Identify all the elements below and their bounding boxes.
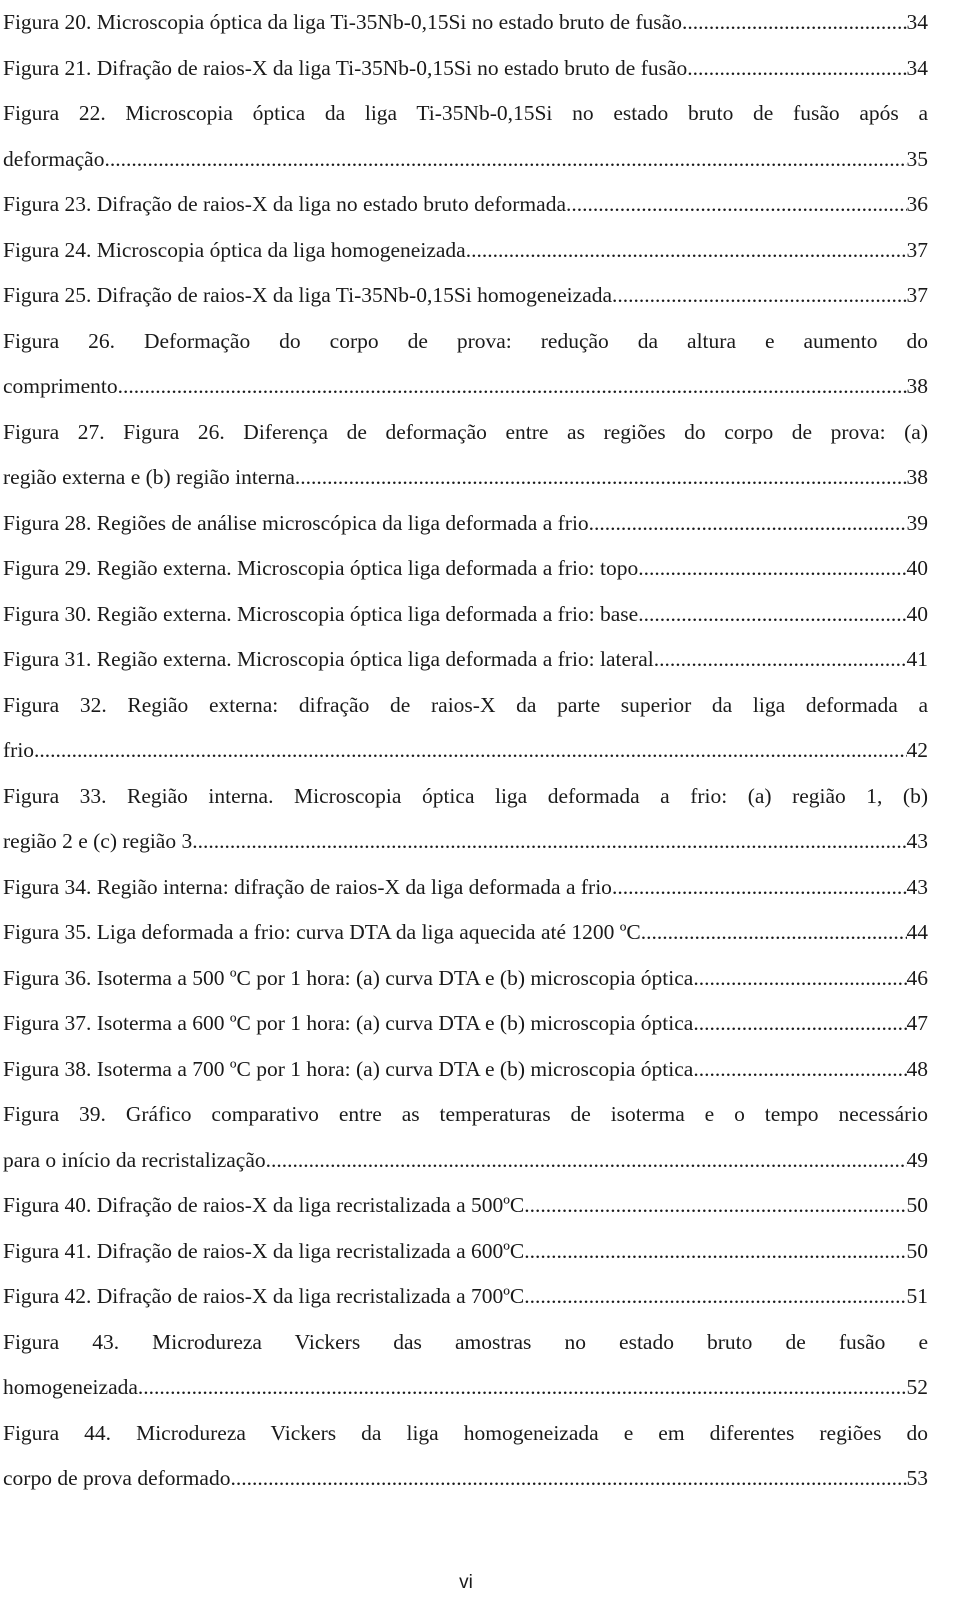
dot-leader [566, 182, 907, 228]
entry-caption-last-line: corpo de prova deformado [3, 1466, 231, 1490]
entry-caption: Figura 31. Região externa. Microscopia óptica liga deformada a frio: lateral [3, 647, 654, 671]
toc-entry[interactable] [3, 46, 928, 92]
dot-leader [638, 592, 906, 638]
entry-caption-last-line: região 2 e (c) região 3 [3, 829, 193, 853]
entry-caption: Figura 40. Difração de raios-X da liga recristalizada a 500ºC [3, 1193, 525, 1217]
dot-leader [34, 728, 906, 774]
toc-entry[interactable] [3, 501, 928, 547]
entry-page-number: 43 [906, 874, 928, 899]
dot-leader [138, 1365, 907, 1411]
toc-entry[interactable] [3, 1001, 928, 1047]
entry-page-number: 34 [906, 10, 928, 34]
dot-leader [682, 0, 907, 46]
toc-entry[interactable] [3, 1229, 928, 1275]
entry-page-number: 35 [906, 146, 928, 171]
dot-leader [594, 501, 906, 547]
dot-leader [687, 46, 906, 92]
entry-page-number: 51 [906, 1284, 928, 1308]
entry-page-number: 49 [906, 1147, 928, 1172]
entry-page-number: 37 [906, 237, 928, 262]
toc-entry[interactable] [3, 273, 928, 319]
toc-entry[interactable] [3, 1411, 928, 1502]
toc-entry[interactable] [3, 683, 928, 774]
entry-caption-first-line: Figura 39. Gráfico comparativo entre as temperaturas de isoterma e o tempo necessário [3, 1102, 928, 1126]
toc-entry[interactable] [3, 910, 928, 956]
entry-caption-last-line: frio [3, 738, 35, 762]
entry-page-number: 50 [906, 1238, 928, 1263]
toc-entry[interactable] [3, 319, 928, 410]
entry-page-number: 46 [906, 965, 928, 990]
entry-caption-last-line: para o início da recristalização [3, 1147, 266, 1172]
entry-page-number: 36 [906, 192, 928, 216]
entry-page-number: 48 [906, 1056, 928, 1081]
dot-leader [612, 273, 906, 319]
toc-entry[interactable] [3, 1183, 928, 1229]
toc-entry[interactable] [3, 546, 928, 592]
entry-caption: Figura 34. Região interna: difração de raios-X da liga deformada a frio [3, 874, 612, 899]
entry-page-number: 52 [906, 1375, 928, 1399]
toc-entry[interactable] [3, 865, 928, 911]
dot-leader [118, 364, 907, 410]
toc-entry[interactable] [3, 91, 928, 182]
entry-page-number: 42 [906, 738, 928, 762]
toc-entry[interactable] [3, 1320, 928, 1411]
entry-caption: Figura 30. Região externa. Microscopia óptica liga deformada a frio: base [3, 601, 639, 626]
entry-page-number: 43 [906, 829, 928, 853]
entry-caption-last-line: deformação [3, 146, 105, 171]
dot-leader [693, 1001, 906, 1047]
dot-leader [654, 637, 907, 683]
entry-caption-last-line: região externa e (b) região interna [3, 465, 295, 489]
entry-page-number: 37 [906, 283, 928, 307]
dot-leader [524, 1274, 906, 1320]
toc-entry[interactable] [3, 410, 928, 501]
dot-leader [104, 137, 906, 183]
toc-entry[interactable] [3, 1047, 928, 1093]
entry-caption: Figura 42. Difração de raios-X da liga recristalizada a 700ºC [3, 1284, 525, 1308]
dot-leader [524, 1183, 906, 1229]
entry-caption-first-line: Figura 27. Figura 26. Diferença de deformação entre as regiões do corpo de prova: (a) [3, 419, 928, 444]
toc-entry[interactable] [3, 774, 928, 865]
dot-leader [266, 1138, 907, 1184]
entry-caption: Figura 24. Microscopia óptica da liga homogeneizada [3, 237, 466, 262]
entry-caption: Figura 29. Região externa. Microscopia óptica liga deformada a frio: topo [3, 556, 639, 580]
dot-leader [693, 1047, 906, 1093]
entry-caption: Figura 38. Isoterma a 700 ºC por 1 hora: (a) curva DTA e (b) microscopia óptica [3, 1056, 694, 1081]
entry-caption-first-line: Figura 44. Microdureza Vickers da liga homogeneizada e em diferentes regiões do [3, 1420, 928, 1445]
entry-caption: Figura 25. Difração de raios-X da liga Ti-35Nb-0,15Si homogeneizada [3, 283, 613, 307]
entry-caption-first-line: Figura 43. Microdureza Vickers das amostras no estado bruto de fusão e [3, 1329, 928, 1354]
entry-page-number: 44 [906, 920, 928, 944]
entry-page-number: 38 [906, 374, 928, 398]
toc-entry[interactable] [3, 592, 928, 638]
entry-page-number: 53 [906, 1466, 928, 1490]
entry-page-number: 34 [906, 55, 928, 80]
dot-leader [192, 819, 906, 865]
toc-entry[interactable] [3, 637, 928, 683]
dot-leader [693, 956, 906, 1002]
entry-caption: Figura 37. Isoterma a 600 ºC por 1 hora: (a) curva DTA e (b) microscopia óptica [3, 1011, 694, 1035]
entry-caption: Figura 36. Isoterma a 500 ºC por 1 hora: (a) curva DTA e (b) microscopia óptica [3, 965, 694, 990]
dot-leader [230, 1456, 906, 1502]
toc-entry[interactable] [3, 182, 928, 228]
toc-entry[interactable] [3, 1092, 928, 1183]
entry-caption-first-line: Figura 26. Deformação do corpo de prova: redução da altura e aumento do [3, 328, 928, 353]
entry-caption: Figura 28. Regiões de análise microscópica da liga deformada a frio. [3, 510, 595, 535]
entry-page-number: 41 [906, 647, 928, 671]
dot-leader [641, 910, 907, 956]
entry-caption: Figura 21. Difração de raios-X da liga Ti-35Nb-0,15Si no estado bruto de fusão [3, 55, 688, 80]
entry-page-number: 50 [906, 1193, 928, 1217]
page-number: vi [459, 1572, 473, 1593]
entry-page-number: 40 [906, 601, 928, 626]
dot-leader [466, 228, 907, 274]
entry-page-number: 38 [906, 465, 928, 489]
entry-caption-first-line: Figura 32. Região externa: difração de raios-X da parte superior da liga deformada a [3, 692, 928, 717]
entry-caption: Figura 23. Difração de raios-X da liga no estado bruto deformada [3, 192, 566, 216]
entry-caption-last-line: homogeneizada [3, 1375, 138, 1399]
toc-entry[interactable] [3, 0, 928, 46]
entry-caption-last-line: comprimento [3, 374, 118, 398]
entry-caption: Figura 35. Liga deformada a frio: curva DTA da liga aquecida até 1200 ºC [3, 920, 641, 944]
toc-entry[interactable] [3, 228, 928, 274]
entry-caption-first-line: Figura 22. Microscopia óptica da liga Ti-35Nb-0,15Si no estado bruto de fusão após a [3, 101, 928, 125]
dot-leader [612, 865, 907, 911]
entry-page-number: 47 [906, 1011, 928, 1035]
entry-caption: Figura 20. Microscopia óptica da liga Ti-35Nb-0,15Si no estado bruto de fusão [3, 10, 682, 34]
entry-page-number: 40 [906, 556, 928, 580]
toc-entry[interactable] [3, 956, 928, 1002]
entry-caption: Figura 41. Difração de raios-X da liga recristalizada a 600ºC [3, 1238, 525, 1263]
dot-leader [295, 455, 907, 501]
list-of-figures [3, 0, 928, 1502]
entry-page-number: 39 [906, 510, 928, 535]
dot-leader [638, 546, 906, 592]
toc-entry[interactable] [3, 1274, 928, 1320]
dot-leader [524, 1229, 906, 1275]
entry-caption-first-line: Figura 33. Região interna. Microscopia óptica liga deformada a frio: (a) região 1, (b) [3, 783, 928, 808]
